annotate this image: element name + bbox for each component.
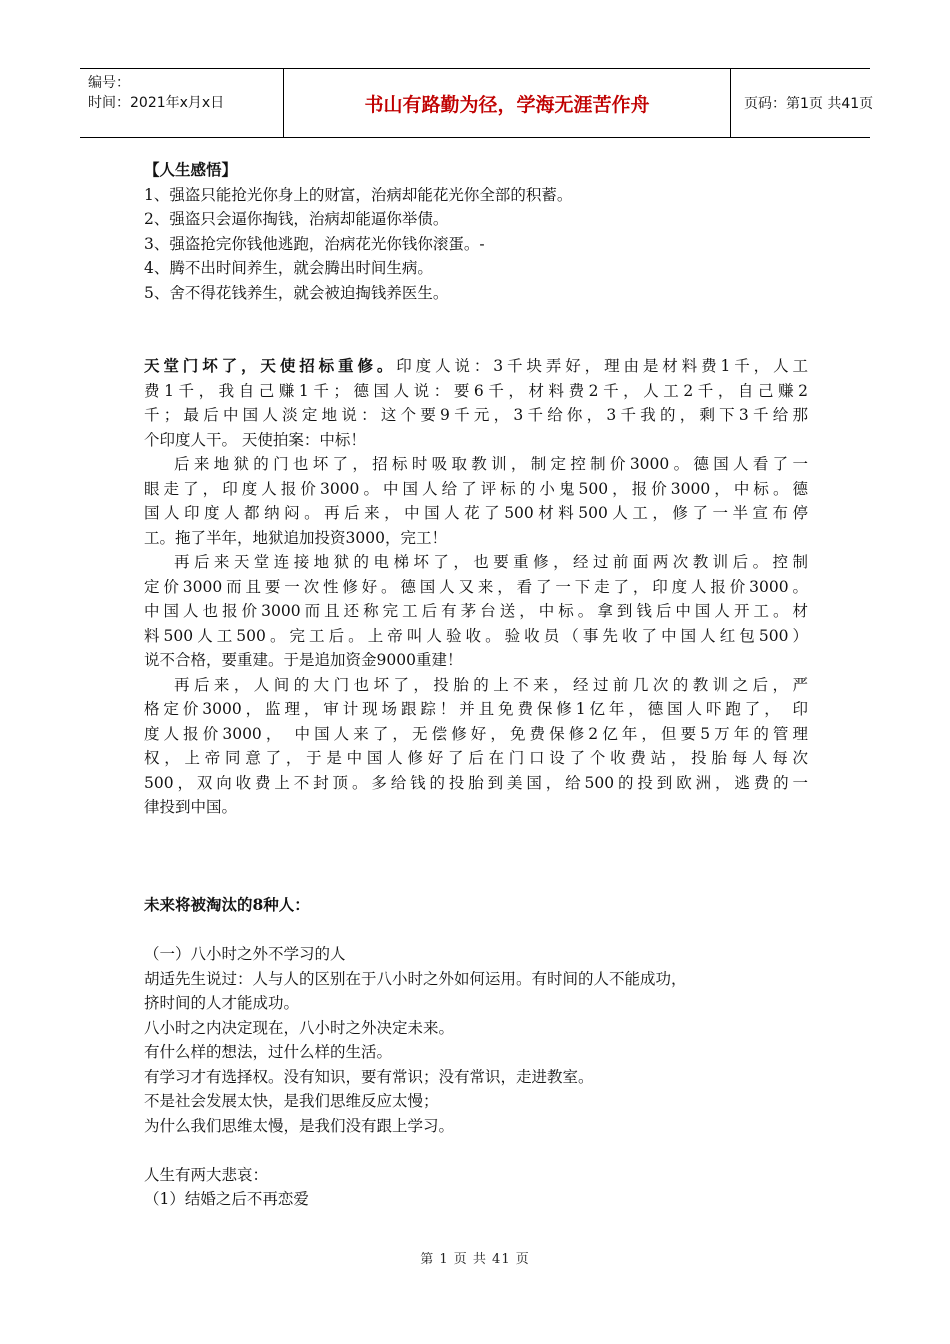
- paragraph-line: 挤时间的人才能成功。: [144, 994, 300, 1012]
- story-title: 天堂门坏了，天使招标重修。: [144, 356, 397, 375]
- paragraph-line: 胡适先生说过：人与人的区别在于八小时之外如何运用。有时间的人不能成功，: [144, 969, 687, 988]
- document-header: [80, 68, 874, 138]
- subsection-title: （一）八小时之外不学习的人: [144, 945, 346, 963]
- list-item: 4、腾不出时间养生，就会腾出时间生病。: [144, 259, 433, 277]
- paragraph-line: 八小时之内决定现在，八小时之外决定未来。: [144, 1018, 455, 1037]
- header-page-info: 页码：第1页 共41页: [744, 96, 874, 112]
- header-meta-cell: [80, 69, 284, 137]
- paragraph-line: 中国人也报价3000而且还称完工后有茅台送，中标。拿到钱后中国人开工。材: [144, 602, 808, 620]
- paragraph-line: 有学习才有选择权。没有知识，要有常识；没有常识，走进教室。: [144, 1067, 594, 1086]
- paragraph-line: 眼走了，印度人报价3000。中国人给了评标的小鬼500，报价3000，中标。德: [144, 479, 808, 498]
- paragraph-line: 费1千，我自己赚1千；德国人说：要6千，材料费2千，人工2千，自己赚2: [144, 381, 808, 400]
- paragraph-line: 天堂门坏了，天使招标重修。印度人说：3千块弄好，理由是材料费1千，人工: [144, 356, 808, 375]
- paragraph-line: 再后来，人间的大门也坏了，投胎的上不来，经过前几次的教训之后，严: [174, 675, 808, 694]
- paragraph-line: 千；最后中国人淡定地说：这个要9千元，3千给你，3千我的，剩下3千给那: [144, 406, 808, 424]
- list-item: 3、强盗抢完你钱他逃跑，治病花光你钱你滚蛋。-: [144, 234, 485, 253]
- section-title-eight-types: 未来将被淘汰的8种人：: [144, 895, 310, 914]
- paragraph-line: 权，上帝同意了，于是中国人修好了后在门口设了个收费站，投胎每人每次: [144, 749, 808, 767]
- serial-label: 编号：: [88, 75, 130, 91]
- paragraph-line: 不是社会发展太快，是我们思维反应太慢；: [144, 1092, 439, 1110]
- paragraph-line: 有什么样的想法，过什么样的生活。: [144, 1043, 393, 1061]
- paragraph-line: 个印度人干。 天使拍案：中标！: [144, 430, 366, 449]
- paragraph-line: 500，双向收费上不封顶。多给钱的投胎到美国，给500的投到欧洲，逃费的一: [144, 773, 808, 792]
- list-item: 5、舍不得花钱养生，就会被迫掏钱养医生。: [144, 283, 449, 302]
- page-footer: 第 1 页 共 41 页: [420, 1252, 530, 1267]
- paragraph-line: 工。拖了半年，地狱追加投资3000，完工！: [144, 528, 447, 547]
- list-item: 1、强盗只能抢光你身上的财富，治病却能花光你全部的积蓄。: [144, 185, 573, 204]
- paragraph-line: 为什么我们思维太慢，是我们没有跟上学习。: [144, 1116, 455, 1135]
- section-title-life-insights: 【人生感悟】: [144, 160, 238, 179]
- paragraph-line: 国人印度人都纳闷。再后来，中国人花了500材料500人工，修了一半宣布停: [144, 504, 808, 522]
- paragraph-line: 后来地狱的门也坏了，招标时吸取教训，制定控制价3000。德国人看了一: [174, 455, 808, 473]
- paragraph-line: 律投到中国。: [144, 798, 238, 816]
- paragraph-line: 格定价3000，监理，审计现场跟踪！并且免费保修1亿年，德国人吓跑了， 印: [144, 700, 808, 718]
- list-item: 2、强盗只会逼你掏钱，治病却能逼你举债。: [144, 210, 449, 228]
- date-label: 时间：2021年x月x日: [88, 95, 225, 111]
- header-motto: 书山有路勤为径，学海无涯苦作舟: [284, 69, 731, 137]
- subsection-title: 人生有两大悲哀：: [144, 1165, 269, 1184]
- paragraph-line: 再后来天堂连接地狱的电梯坏了，也要重修，经过前面两次教训后。控制: [174, 553, 808, 571]
- paragraph-line: 定价3000而且要一次性修好。德国人又来，看了一下走了，印度人报价3000。: [144, 577, 808, 596]
- list-item: （1）结婚之后不再恋爱: [144, 1190, 309, 1208]
- paragraph-line: 说不合格，要重建。于是追加资金9000重建！: [144, 651, 463, 669]
- paragraph-line: 料500人工500。完工后。上帝叫人验收。验收员（事先收了中国人红包500）: [144, 626, 808, 645]
- document-body: [144, 158, 808, 1212]
- paragraph-line: 度人报价3000， 中国人来了，无偿修好，免费保修2亿年，但要5万年的管理: [144, 724, 808, 743]
